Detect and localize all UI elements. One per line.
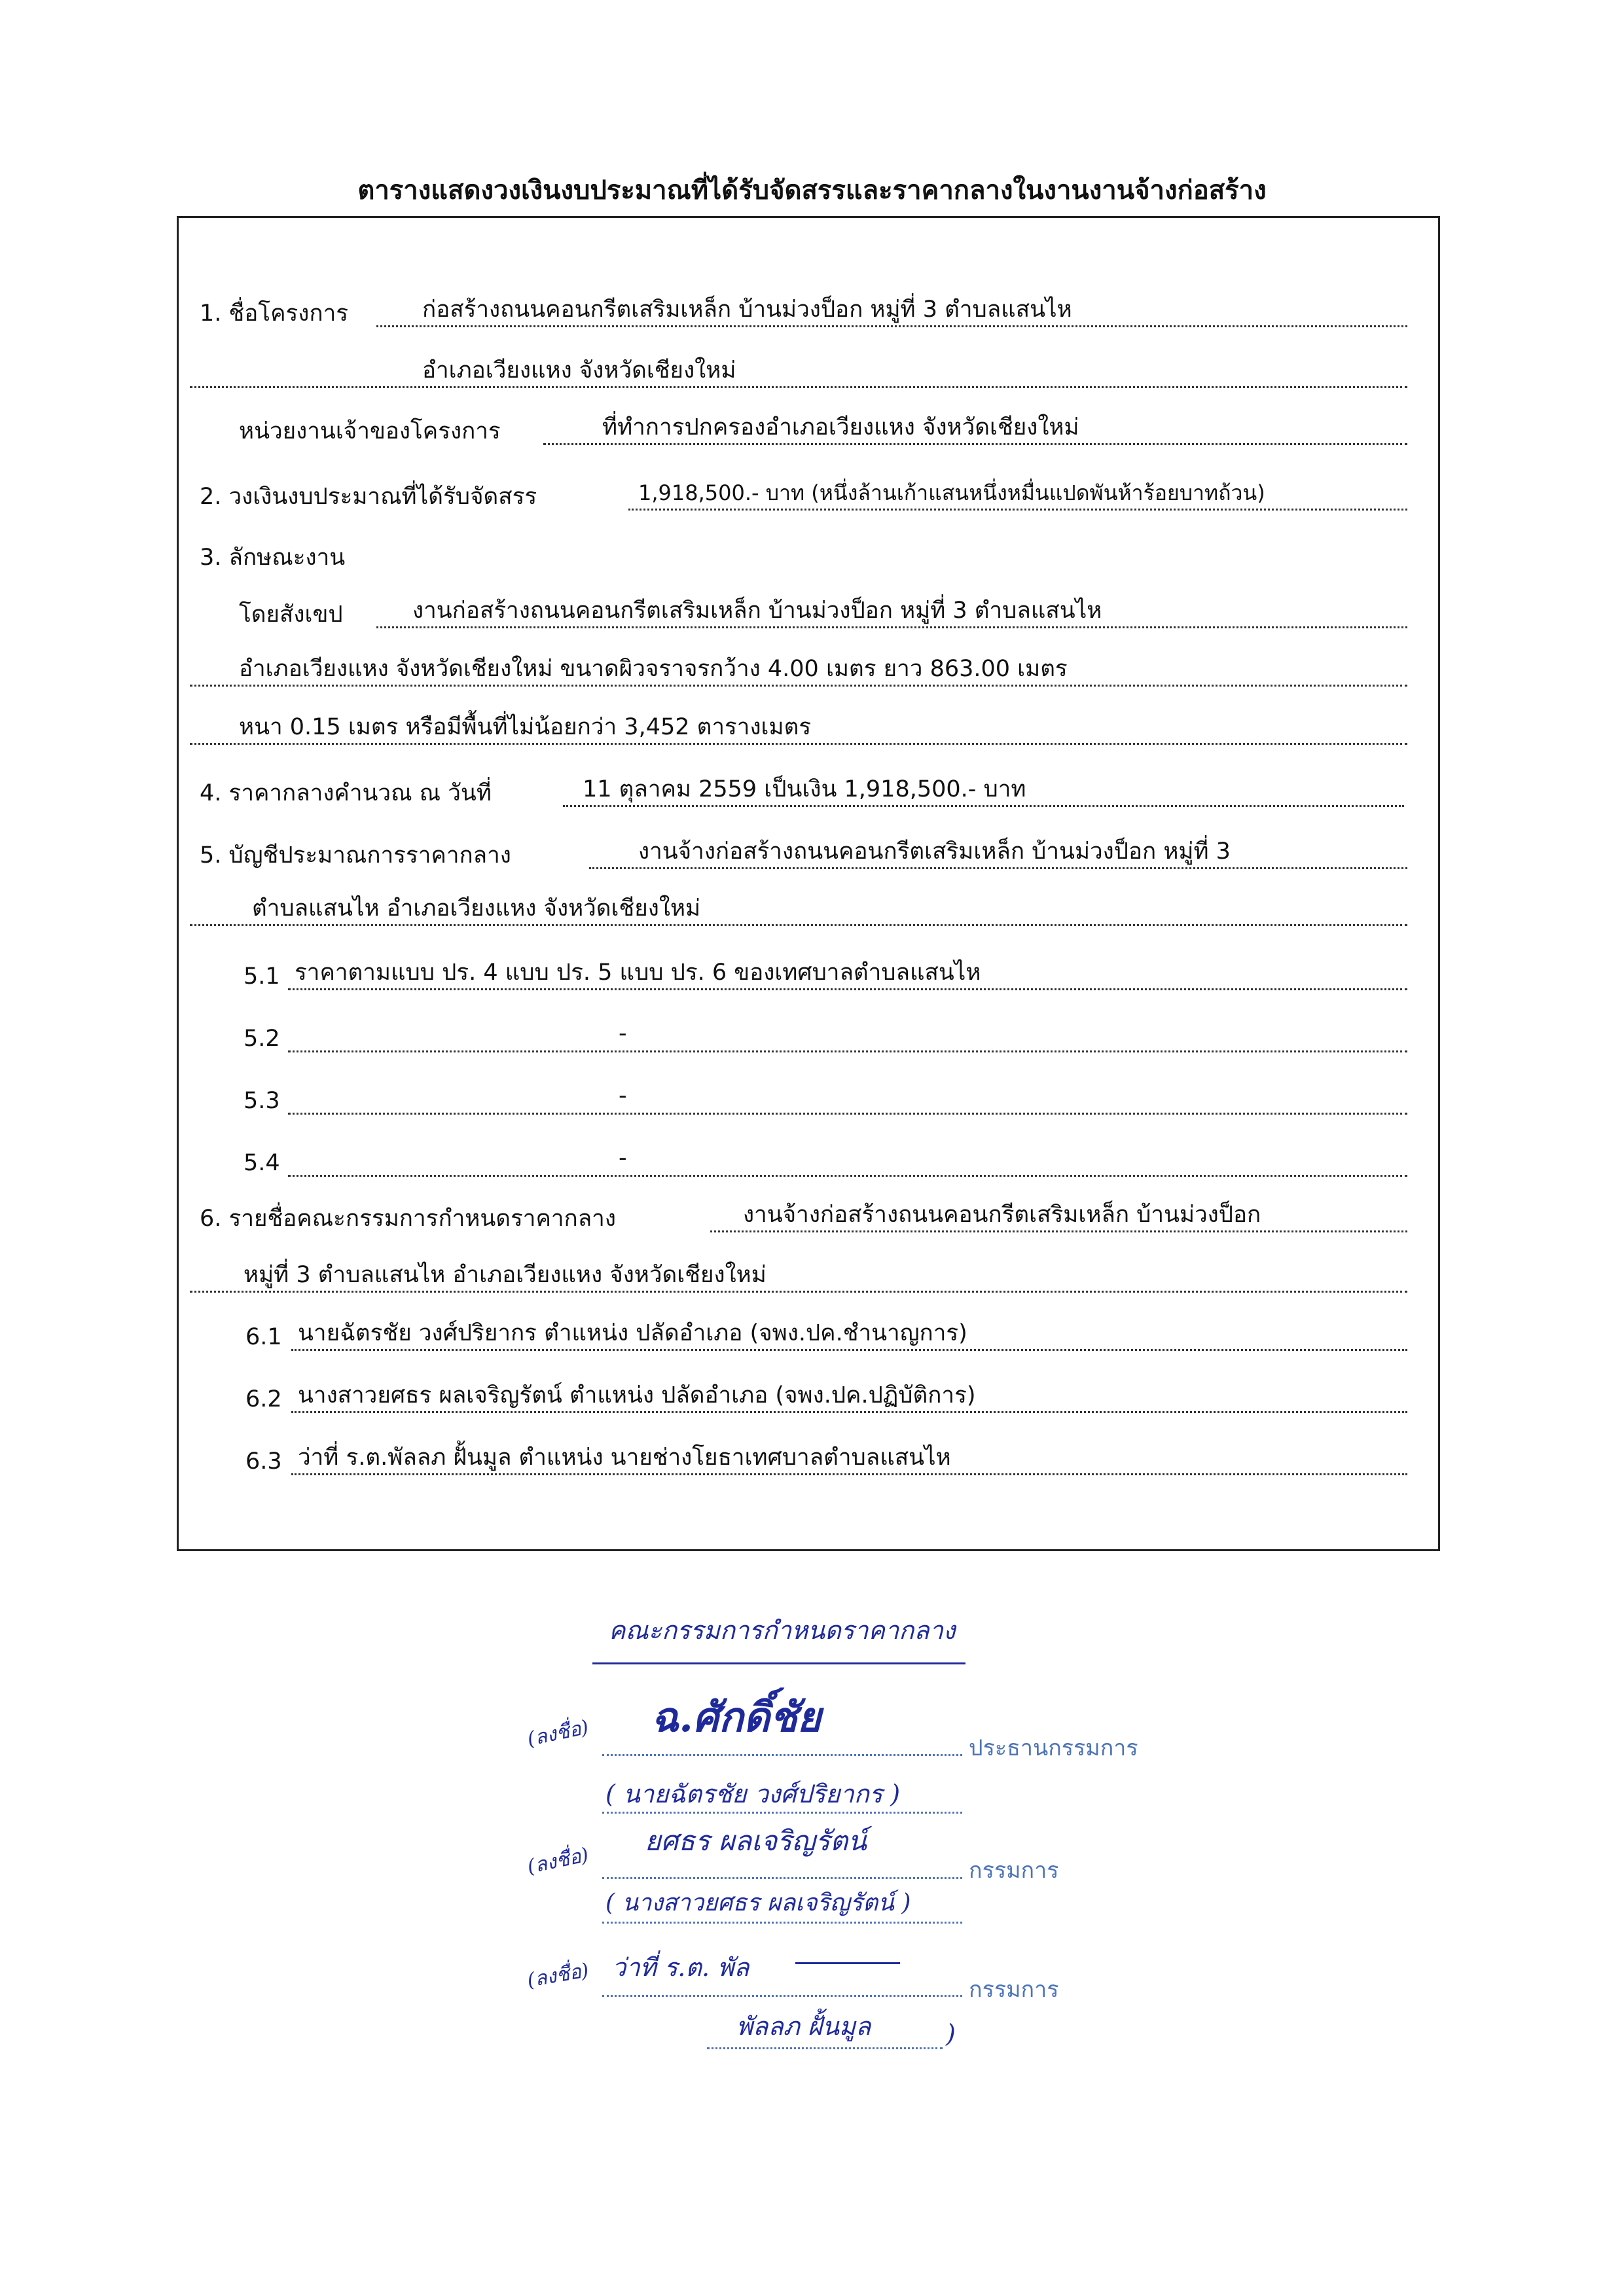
signature-chair: ฉ.ศักดิ์ชัย: [651, 1693, 821, 1741]
summary-value-2: อำเภอเวียงแหง จังหวัดเชียงใหม่ ขนาดผิวจราจรกว้าง 4.00 เมตร ยาว 863.00 เมตร: [239, 656, 1068, 682]
item-5-2-label: 5.2: [244, 1026, 280, 1052]
dotted-line: [190, 924, 1407, 926]
signature-member-1: ยศธร ผลเจริญรัตน์: [645, 1825, 867, 1857]
name-member-2: พัลลภ ฝั้นมูล: [736, 2012, 871, 2041]
sign-prefix-2: (ลงชื่อ): [525, 1843, 591, 1879]
budget-label: 2. วงเงินงบประมาณที่ได้รับจัดสรร: [200, 484, 537, 510]
member-6-2-label: 6.2: [245, 1386, 282, 1412]
dotted-line: [602, 1754, 962, 1756]
item-5-2-value: -: [619, 1020, 627, 1047]
dotted-line: [190, 1291, 1407, 1293]
page-title: ตารางแสดงวงเงินงบประมาณที่ได้รับจัดสรรและราคากลางในงานงานจ้างก่อสร้าง: [357, 175, 1267, 206]
median-price-date-label: 4. ราคากลางคำนวณ ณ วันที่: [200, 780, 492, 806]
committee-heading-handwritten: คณะกรรมการกำหนดราคากลาง: [609, 1616, 956, 1645]
summary-value: งานก่อสร้างถนนคอนกรีตเสริมเหล็ก บ้านม่วงป็อก หมู่ที่ 3 ตำบลแสนไห: [412, 598, 1102, 624]
dotted-line: [376, 626, 1407, 628]
role-chair: ประธานกรรมการ: [969, 1735, 1138, 1761]
role-member-2: กรรมการ: [969, 1977, 1059, 2003]
dotted-line: [288, 1175, 1407, 1177]
owner-label: หน่วยงานเจ้าของโครงการ: [239, 418, 501, 444]
dotted-line: [602, 1877, 962, 1879]
dotted-line: [602, 1922, 962, 1924]
summary-value-3: หนา 0.15 เมตร หรือมีพื้นที่ไม่น้อยกว่า 3,452 ตารางเมตร: [239, 714, 812, 740]
summary-label: โดยสังเขป: [239, 601, 343, 628]
committee-value: งานจ้างก่อสร้างถนนคอนกรีตเสริมเหล็ก บ้านม่วงป็อก: [743, 1202, 1261, 1228]
item-5-1-label: 5.1: [244, 963, 280, 990]
heading-underline: [592, 1662, 965, 1664]
name-member-2-paren: ): [946, 2019, 956, 2048]
dotted-line: [288, 1113, 1407, 1115]
estimate-value: งานจ้างก่อสร้างถนนคอนกรีตเสริมเหล็ก บ้านม่วงป็อก หมู่ที่ 3: [638, 838, 1231, 865]
item-5-4-value: -: [619, 1145, 627, 1171]
dotted-line: [190, 743, 1407, 745]
signature-stroke: [795, 1962, 900, 1964]
owner-value: ที่ทำการปกครองอำเภอเวียงแหง จังหวัดเชียงใหม่: [602, 414, 1079, 440]
dotted-line: [291, 1411, 1407, 1413]
role-member-1: กรรมการ: [969, 1857, 1059, 1884]
estimate-label: 5. บัญชีประมาณการราคากลาง: [200, 842, 511, 869]
dotted-line: [563, 805, 1404, 807]
member-6-1-value: นายฉัตรชัย วงศ์ปริยากร ตำแหน่ง ปลัดอำเภอ (จพง.ปค.ชำนาญการ): [298, 1320, 967, 1346]
member-6-3-value: ว่าที่ ร.ต.พัลลภ ฝั้นมูล ตำแหน่ง นายช่างโยธาเทศบาลตำบลแสนไห: [298, 1444, 951, 1471]
name-member-1: ( นางสาวยศธร ผลเจริญรัตน์ ): [605, 1890, 911, 1916]
project-location-value: อำเภอเวียงแหง จังหวัดเชียงใหม่: [422, 357, 736, 384]
committee-value-2: หมู่ที่ 3 ตำบลแสนไห อำเภอเวียงแหง จังหวัดเชียงใหม่: [244, 1262, 767, 1288]
name-chair: ( นายฉัตรชัย วงศ์ปริยากร ): [605, 1780, 901, 1808]
dotted-line: [589, 867, 1407, 869]
dotted-line: [602, 1995, 962, 1997]
dotted-line: [628, 509, 1407, 511]
sign-prefix-3: (ลงชื่อ): [525, 1959, 591, 1992]
dotted-line: [707, 2047, 943, 2049]
dotted-line: [710, 1230, 1407, 1232]
dotted-line: [288, 1050, 1407, 1052]
dotted-line: [288, 988, 1407, 990]
item-5-3-label: 5.3: [244, 1088, 280, 1114]
estimate-value-2: ตำบลแสนไห อำเภอเวียงแหง จังหวัดเชียงใหม่: [252, 895, 701, 922]
signature-member-2: ว่าที่ ร.ต. พัล: [612, 1953, 749, 1982]
dotted-line: [376, 325, 1407, 327]
dotted-line: [291, 1473, 1407, 1475]
project-name-value: ก่อสร้างถนนคอนกรีตเสริมเหล็ก บ้านม่วงป็อก หมู่ที่ 3 ตำบลแสนไห: [422, 296, 1072, 323]
budget-value: 1,918,500.- บาท (หนึ่งล้านเก้าแสนหนึ่งหมื่นแปดพันห้าร้อยบาทถ้วน): [638, 480, 1265, 505]
dotted-line: [543, 443, 1407, 445]
sign-prefix-1: (ลงชื่อ): [525, 1715, 591, 1751]
dotted-line: [190, 386, 1407, 388]
dotted-line: [190, 685, 1407, 687]
member-6-1-label: 6.1: [245, 1324, 282, 1350]
project-name-label: 1. ชื่อโครงการ: [200, 300, 349, 327]
item-5-3-value: -: [619, 1083, 627, 1109]
median-price-value: 11 ตุลาคม 2559 เป็นเงิน 1,918,500.- บาท: [583, 776, 1026, 802]
member-6-2-value: นางสาวยศธร ผลเจริญรัตน์ ตำแหน่ง ปลัดอำเภอ (จพง.ปค.ปฏิบัติการ): [298, 1382, 976, 1408]
member-6-3-label: 6.3: [245, 1448, 282, 1475]
work-nature-label: 3. ลักษณะงาน: [200, 545, 346, 571]
dotted-line: [291, 1349, 1407, 1351]
item-5-1-value: ราคาตามแบบ ปร. 4 แบบ ปร. 5 แบบ ปร. 6 ของเทศบาลตำบลแสนไห: [295, 960, 981, 986]
item-5-4-label: 5.4: [244, 1150, 280, 1176]
dotted-line: [602, 1812, 962, 1814]
committee-label: 6. รายชื่อคณะกรรมการกำหนดราคากลาง: [200, 1206, 616, 1232]
